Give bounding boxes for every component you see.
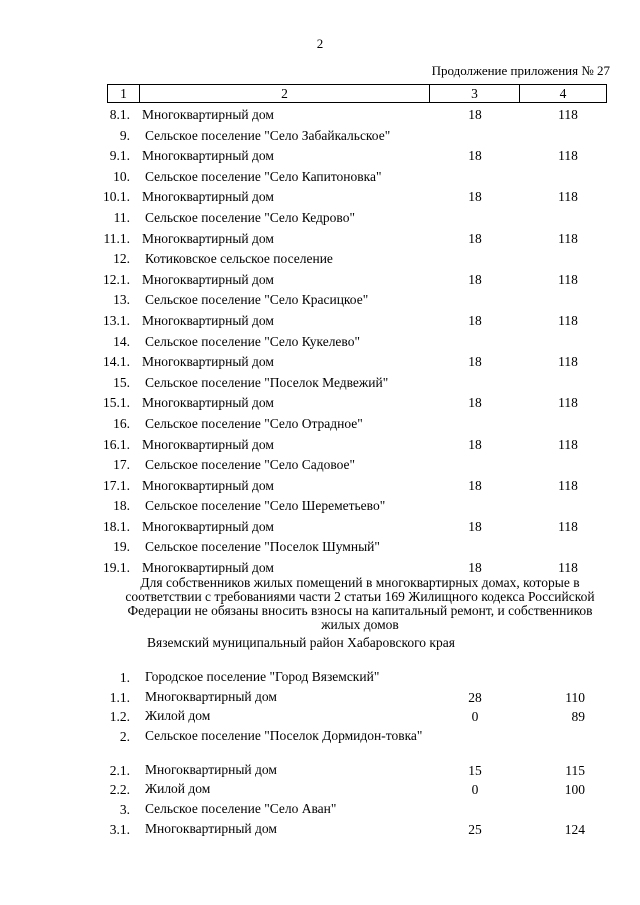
table-row [0,210,640,231]
table-row [0,437,640,458]
table-row [0,107,640,128]
table-row [0,478,640,499]
row-col-4: 118 [558,436,578,452]
table-row [0,763,640,783]
row-col-4: 110 [565,689,585,705]
row-col-4: 118 [558,148,578,164]
region-heading: Вяземский муниципальный район Хабаровского края [147,635,455,650]
row-name: Сельское поселение "Село Красицкое" [145,292,369,308]
row-number: 18. [113,498,130,514]
table-row [0,189,640,210]
note-paragraph: Для собственников жилых помещений в многоквартирных домах, которые в соответствии с требованиями части 2 статьи 169 Жилищного кодекса Российской Федерации не обязаны вносить взносы на капитальный ремонт, и собственников жилых домов [125,575,595,632]
row-number: 12.1. [103,271,130,287]
row-number: 1.2. [109,709,130,725]
table-row [0,313,640,334]
table-row [0,375,640,396]
row-name: Многоквартирный дом [142,560,274,576]
table-row [0,334,640,355]
row-col-4: 118 [558,312,578,328]
table-header [107,84,607,103]
row-col-3: 18 [468,518,482,534]
row-name: Сельское поселение "Село Отрадное" [145,415,363,431]
row-col-4: 118 [558,477,578,493]
table-row [0,354,640,375]
row-name: Сельское поселение "Село Аван" [145,800,337,816]
row-name: Многоквартирный дом [142,312,274,328]
table-row [0,292,640,313]
row-col-3: 0 [471,709,479,725]
row-number: 17. [113,457,130,473]
row-col-3: 18 [468,560,482,576]
table-body [0,107,640,581]
row-number: 14.1. [103,354,130,370]
row-name: Многоквартирный дом [142,107,274,122]
row-col-4: 89 [571,709,585,725]
row-col-3: 18 [468,395,482,411]
row-name: Жилой дом [145,708,211,724]
row-col-4: 100 [564,782,585,798]
row-name: Сельское поселение "Поселок Медвежий" [145,374,389,390]
table-row [0,128,640,149]
row-number: 1. [119,670,130,685]
table-row [0,395,640,416]
row-number: 1.1. [109,689,130,705]
row-number: 8.1. [109,107,130,122]
row-col-4: 118 [558,395,578,411]
row-number: 15. [113,374,130,390]
row-col-4: 118 [558,107,578,122]
row-col-3: 28 [468,689,482,705]
row-col-3: 18 [468,189,482,205]
row-name: Сельское поселение "Село Садовое" [145,457,356,473]
row-number: 12. [113,251,130,267]
table-row [0,169,640,190]
table-row [0,782,640,802]
row-name: Многоквартирный дом [142,395,274,411]
table-row [0,519,640,540]
row-name: Жилой дом [145,781,211,797]
row-col-3: 15 [468,762,482,778]
table-row [0,802,640,822]
row-number: 10.1. [103,189,130,205]
row-name: Многоквартирный дом [145,761,277,777]
row-col-3: 18 [468,477,482,493]
row-number: 13.1. [103,312,130,328]
row-number: 19.1. [103,560,130,576]
row-name: Сельское поселение "Поселок Шумный" [145,539,380,555]
row-name: Многоквартирный дом [142,477,274,493]
table-row [0,690,640,710]
row-number: 13. [113,292,130,308]
table-row [0,457,640,478]
table-row [0,231,640,252]
table-row [0,251,640,272]
row-name: Многоквартирный дом [142,230,274,246]
row-number: 15.1. [103,395,130,411]
row-col-3: 18 [468,148,482,164]
row-col-3: 18 [468,230,482,246]
row-col-4: 124 [564,821,585,837]
row-number: 3.1. [109,821,130,837]
header-col-4: 4 [559,86,567,101]
row-name: Многоквартирный дом [142,354,274,370]
row-name: Многоквартирный дом [142,148,274,164]
row-col-4: 115 [565,762,585,778]
row-name: Сельское поселение "Село Капитоновка" [145,168,382,184]
row-col-4: 118 [558,189,578,205]
row-name: Многоквартирный дом [142,436,274,452]
row-name: Сельское поселение "Поселок Дормидон-товка" [145,727,423,743]
row-name: Сельское поселение "Село Шереметьево" [145,498,386,514]
row-name: Многоквартирный дом [145,820,277,836]
table-row [0,272,640,293]
row-col-3: 0 [471,782,479,798]
row-name: Сельское поселение "Село Кукелево" [145,333,360,349]
row-number: 16.1. [103,436,130,452]
row-name: Многоквартирный дом [142,271,274,287]
table-row [0,822,640,842]
row-name: Многоквартирный дом [145,688,277,704]
row-col-3: 25 [468,821,482,837]
row-number: 3. [119,801,130,817]
row-number: 14. [113,333,130,349]
row-col-4: 118 [558,560,578,576]
row-number: 17.1. [103,477,130,493]
header-col-1: 1 [108,85,140,102]
header-col-3: 3 [430,85,520,102]
row-col-3: 18 [468,354,482,370]
row-col-3: 18 [468,312,482,328]
row-number: 11.1. [103,230,130,246]
row-number: 2.1. [109,762,130,778]
row-name: Городское поселение "Город Вяземский" [145,669,380,684]
row-number: 19. [113,539,130,555]
row-col-4: 118 [558,354,578,370]
row-number: 11. [113,209,130,225]
row-name: Сельское поселение "Село Забайкальское" [145,127,391,143]
row-name: Котиковское сельское поселение [145,251,333,267]
row-number: 18.1. [103,518,130,534]
table-row [0,148,640,169]
row-name: Многоквартирный дом [142,189,274,205]
table-row [0,498,640,519]
table-row [0,670,640,690]
table-row [0,729,640,763]
row-number: 9. [119,127,130,143]
row-col-4: 118 [558,230,578,246]
row-name: Сельское поселение "Село Кедрово" [145,209,355,225]
row-number: 2.2. [109,782,130,798]
table-body-2 [0,636,640,841]
table-row [0,416,640,437]
row-number: 16. [113,415,130,431]
page-number: 2 [316,36,324,51]
row-col-4: 118 [558,271,578,287]
row-col-3: 18 [468,436,482,452]
header-col-2: 2 [140,85,430,102]
row-number: 2. [119,728,130,744]
row-number: 9.1. [109,148,130,164]
row-col-3: 18 [468,271,482,287]
continuation-label: Продолжение приложения № 27 [431,63,610,78]
row-col-4: 118 [558,518,578,534]
row-name: Многоквартирный дом [142,518,274,534]
table-row [0,709,640,729]
row-col-3: 18 [468,107,482,122]
row-number: 10. [113,168,130,184]
table-row [0,539,640,560]
